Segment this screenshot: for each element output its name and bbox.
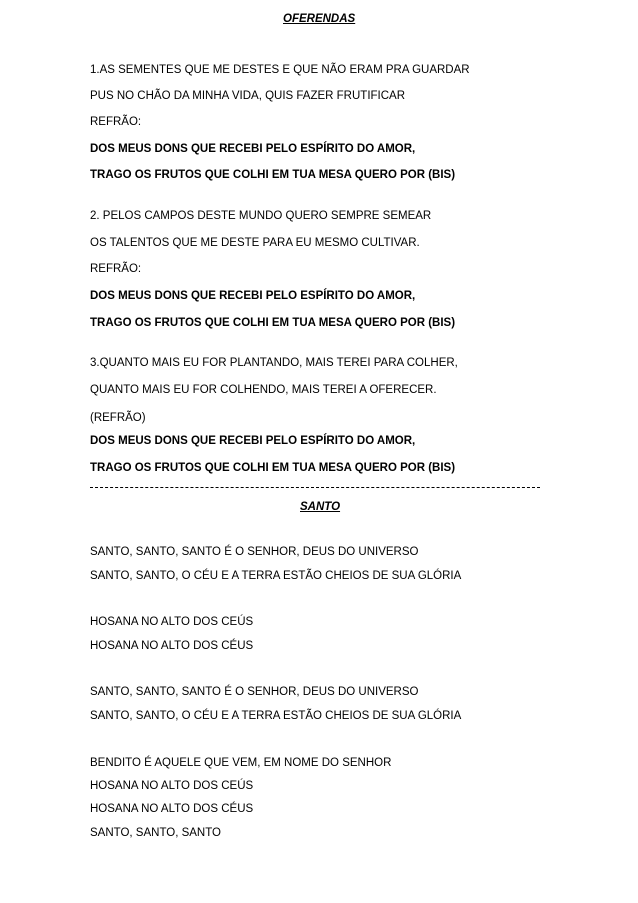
santo-2-line-1: SANTO, SANTO, SANTO É O SENHOR, DEUS DO UNIVERSO bbox=[90, 686, 419, 698]
refrain-2-line-2: TRAGO OS FRUTOS QUE COLHI EM TUA MESA QUERO POR (BIS) bbox=[90, 317, 456, 329]
refrain-1-line-1: DOS MEUS DONS QUE RECEBI PELO ESPÍRITO DO AMOR, bbox=[90, 143, 416, 155]
bendito-line-2: HOSANA NO ALTO DOS CEÚS bbox=[90, 780, 254, 792]
verse-2-line-2: OS TALENTOS QUE ME DESTE PARA EU MESMO CULTIVAR. bbox=[90, 237, 420, 249]
verse-3-line-1: 3.QUANTO MAIS EU FOR PLANTANDO, MAIS TEREI PARA COLHER, bbox=[90, 357, 458, 369]
refrain-label-2: REFRÃO: bbox=[90, 263, 142, 275]
santo-1-line-1: SANTO, SANTO, SANTO É O SENHOR, DEUS DO UNIVERSO bbox=[90, 546, 419, 558]
refrain-3-line-2: TRAGO OS FRUTOS QUE COLHI EM TUA MESA QUERO POR (BIS) bbox=[90, 462, 456, 474]
verse-2-line-1: 2. PELOS CAMPOS DESTE MUNDO QUERO SEMPRE SEMEAR bbox=[90, 210, 432, 222]
verse-1-line-2: PUS NO CHÃO DA MINHA VIDA, QUIS FAZER FRUTIFICAR bbox=[90, 90, 406, 102]
santo-1-line-2: SANTO, SANTO, O CÉU E A TERRA ESTÃO CHEIOS DE SUA GLÓRIA bbox=[90, 570, 462, 582]
santo-2-line-2: SANTO, SANTO, O CÉU E A TERRA ESTÃO CHEIOS DE SUA GLÓRIA bbox=[90, 710, 462, 722]
refrain-2-line-1: DOS MEUS DONS QUE RECEBI PELO ESPÍRITO DO AMOR, bbox=[90, 290, 416, 302]
bendito-line-1: BENDITO É AQUELE QUE VEM, EM NOME DO SENHOR bbox=[90, 757, 392, 769]
section-divider bbox=[90, 487, 540, 488]
refrain-3-line-1: DOS MEUS DONS QUE RECEBI PELO ESPÍRITO DO AMOR, bbox=[90, 435, 416, 447]
verse-1-line-1: 1.AS SEMENTES QUE ME DESTES E QUE NÃO ERAM PRA GUARDAR bbox=[90, 64, 470, 76]
hosana-1-line-2: HOSANA NO ALTO DOS CÉUS bbox=[90, 640, 254, 652]
hosana-1-line-1: HOSANA NO ALTO DOS CEÚS bbox=[90, 616, 254, 628]
bendito-line-4: SANTO, SANTO, SANTO bbox=[90, 827, 222, 839]
oferendas-title: OFERENDAS bbox=[283, 13, 356, 25]
refrain-label-3: (REFRÃO) bbox=[90, 412, 146, 424]
bendito-line-3: HOSANA NO ALTO DOS CÉUS bbox=[90, 803, 254, 815]
verse-3-line-2: QUANTO MAIS EU FOR COLHENDO, MAIS TEREI A OFERECER. bbox=[90, 384, 437, 396]
refrain-1-line-2: TRAGO OS FRUTOS QUE COLHI EM TUA MESA QUERO POR (BIS) bbox=[90, 169, 456, 181]
refrain-label-1: REFRÃO: bbox=[90, 116, 142, 128]
santo-title: SANTO bbox=[300, 501, 341, 513]
